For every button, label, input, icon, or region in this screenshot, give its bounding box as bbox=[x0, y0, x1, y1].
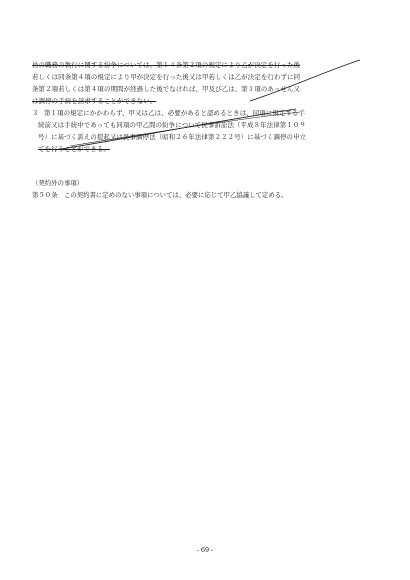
continued-paragraph-line-2: 若しくは同条第４項の規定により甲が決定を行った後又は甲若しくは乙が決定を行わずに同 bbox=[32, 73, 301, 81]
page-number: - 69 - bbox=[196, 546, 214, 554]
article-50-text: 第５０条 この契約書に定めのない事項については、必要に応じて甲乙協議して定める。 bbox=[32, 191, 288, 199]
clause-3-line-2: 続前又は手続中であっても同項の甲乙間の紛争について民事訴訟法（平成８年法律第１０９ bbox=[38, 121, 306, 129]
clause-3-line-3: 号）に基づく訴えの提起又は民事調停法（昭和２６年法律第２２２号）に基づく調停の申立 bbox=[38, 133, 307, 141]
diagonal-strike-lower-2 bbox=[70, 112, 300, 146]
article-50-heading: （契約外の事項） bbox=[32, 179, 84, 187]
clause-3-line-1: 第１項の規定にかかわらず、甲又は乙は、必要があると認めるときは、同項に規定する手 bbox=[44, 109, 306, 117]
clause-3-number: ３ bbox=[32, 109, 39, 117]
continued-paragraph-line-4: は調停の手続を請求することができない。 bbox=[32, 97, 157, 105]
clause-3-line-4: てを行うことができる。 bbox=[38, 145, 110, 153]
continued-paragraph-line-1: 員の職務の執行に関する紛争については、第１４条第２項の規定により乙が決定を行った後 bbox=[32, 61, 301, 69]
continued-paragraph-line-3: 条第２項若しくは第４項の期間が経過した後でなければ、甲及び乙は、第１項のあっせん又 bbox=[32, 85, 301, 93]
diagonal-strike-upper bbox=[250, 60, 360, 101]
